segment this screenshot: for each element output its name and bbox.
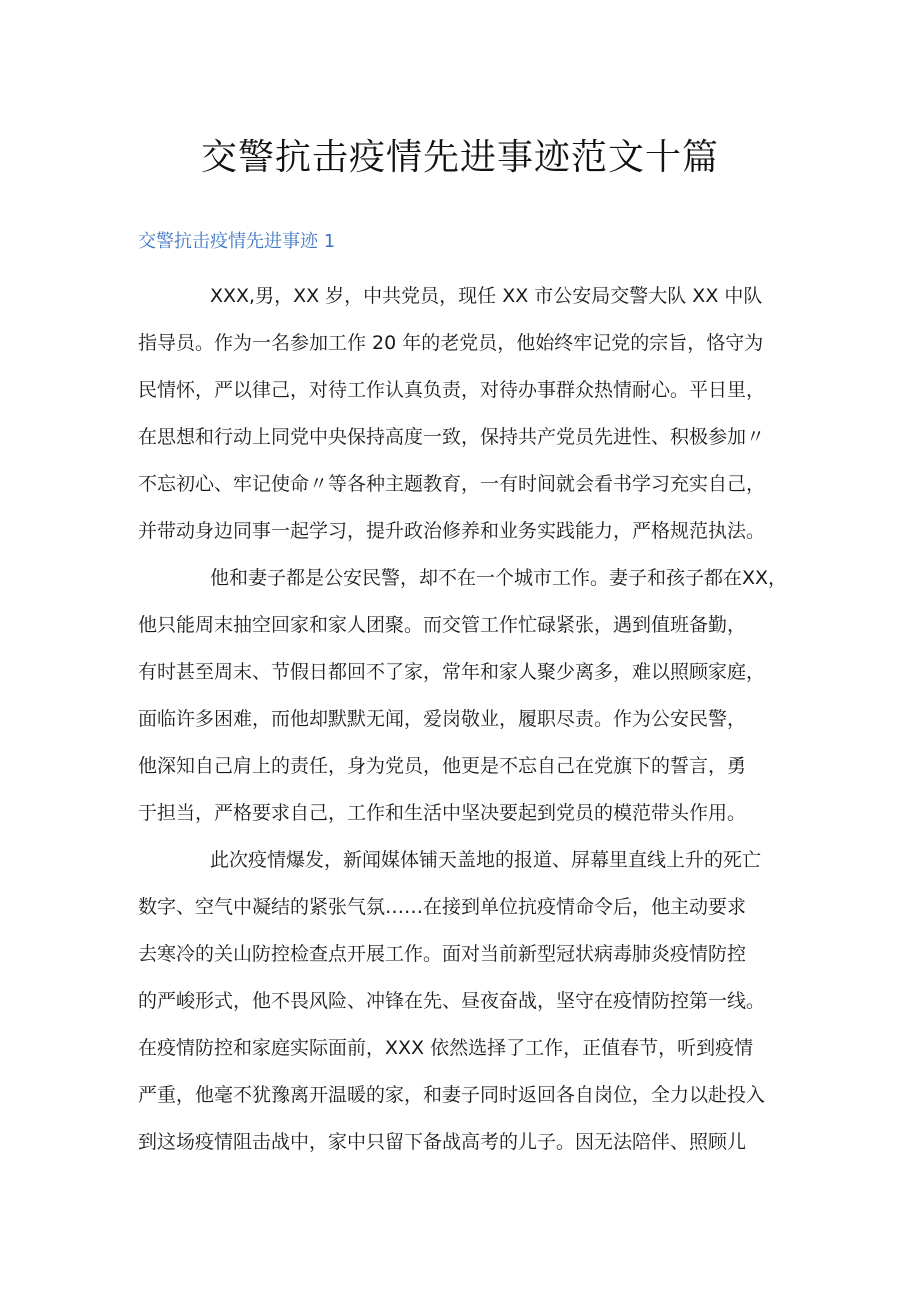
paragraph-line: 去寒冷的关山防控检查点开展工作。面对当前新型冠状病毒肺炎疫情防控 [138,943,747,965]
paragraph-line: 在疫情防控和家庭实际面前，XXX 依然选择了工作，正值春节，听到疫情 [138,1037,754,1059]
paragraph-line: 他深知自己肩上的责任，身为党员，他更是不忘自己在党旗下的誓言，勇 [138,755,747,777]
paragraph-line: 他和妻子都是公安民警，却不在一个城市工作。妻子和孩子都在XX， [210,567,788,589]
document-body [138,273,798,1166]
paragraph-line: 在思想和行动上同党中央保持高度一致，保持共产党员先进性、积极参加〃 [138,426,766,448]
paragraph-line: 于担当，严格要求自己，工作和生活中坚决要起到党员的模范带头作用。 [138,802,747,824]
paragraph-line: 数字、空气中凝结的紧张气氛……在接到单位抗疫情命令后，他主动要求 [138,896,747,918]
paragraph-line: 到这场疫情阻击战中，家中只留下备战高考的儿子。因无法陪伴、照顾儿 [138,1131,747,1153]
document-title: 交警抗击疫情先进事迹范文十篇 [200,137,719,178]
section-heading: 交警抗击疫情先进事迹 1 [138,231,336,252]
paragraph-line: 不忘初心、牢记使命〃等各种主题教育，一有时间就会看书学习充实自己， [138,473,766,495]
paragraph-line: 此次疫情爆发，新闻媒体铺天盖地的报道、屏幕里直线上升的死亡 [210,849,762,871]
paragraph-2 [138,555,798,837]
paragraph-line: 的严峻形式，他不畏风险、冲锋在先、昼夜奋战，坚守在疫情防控第一线。 [138,990,766,1012]
paragraph-line: XXX,男，XX 岁，中共党员，现任 XX 市公安局交警大队 XX 中队 [210,285,763,307]
paragraph-1 [138,273,798,555]
paragraph-line: 并带动身边同事一起学习，提升政治修养和业务实践能力，严格规范执法。 [138,520,766,542]
paragraph-3 [138,837,798,1166]
paragraph-line: 指导员。作为一名参加工作 20 年的老党员，他始终牢记党的宗旨，恪守为 [138,332,764,354]
paragraph-line: 民情怀，严以律己，对待工作认真负责，对待办事群众热情耐心。平日里， [138,379,766,401]
paragraph-line: 有时甚至周末、节假日都回不了家，常年和家人聚少离多，难以照顾家庭， [138,661,766,683]
paragraph-line: 严重，他毫不犹豫离开温暖的家，和妻子同时返回各自岗位，全力以赴投入 [138,1084,766,1106]
paragraph-line: 他只能周末抽空回家和家人团聚。而交管工作忙碌紧张，遇到值班备勤， [138,614,747,636]
paragraph-line: 面临许多困难，而他却默默无闻，爱岗敬业，履职尽责。作为公安民警， [138,708,747,730]
